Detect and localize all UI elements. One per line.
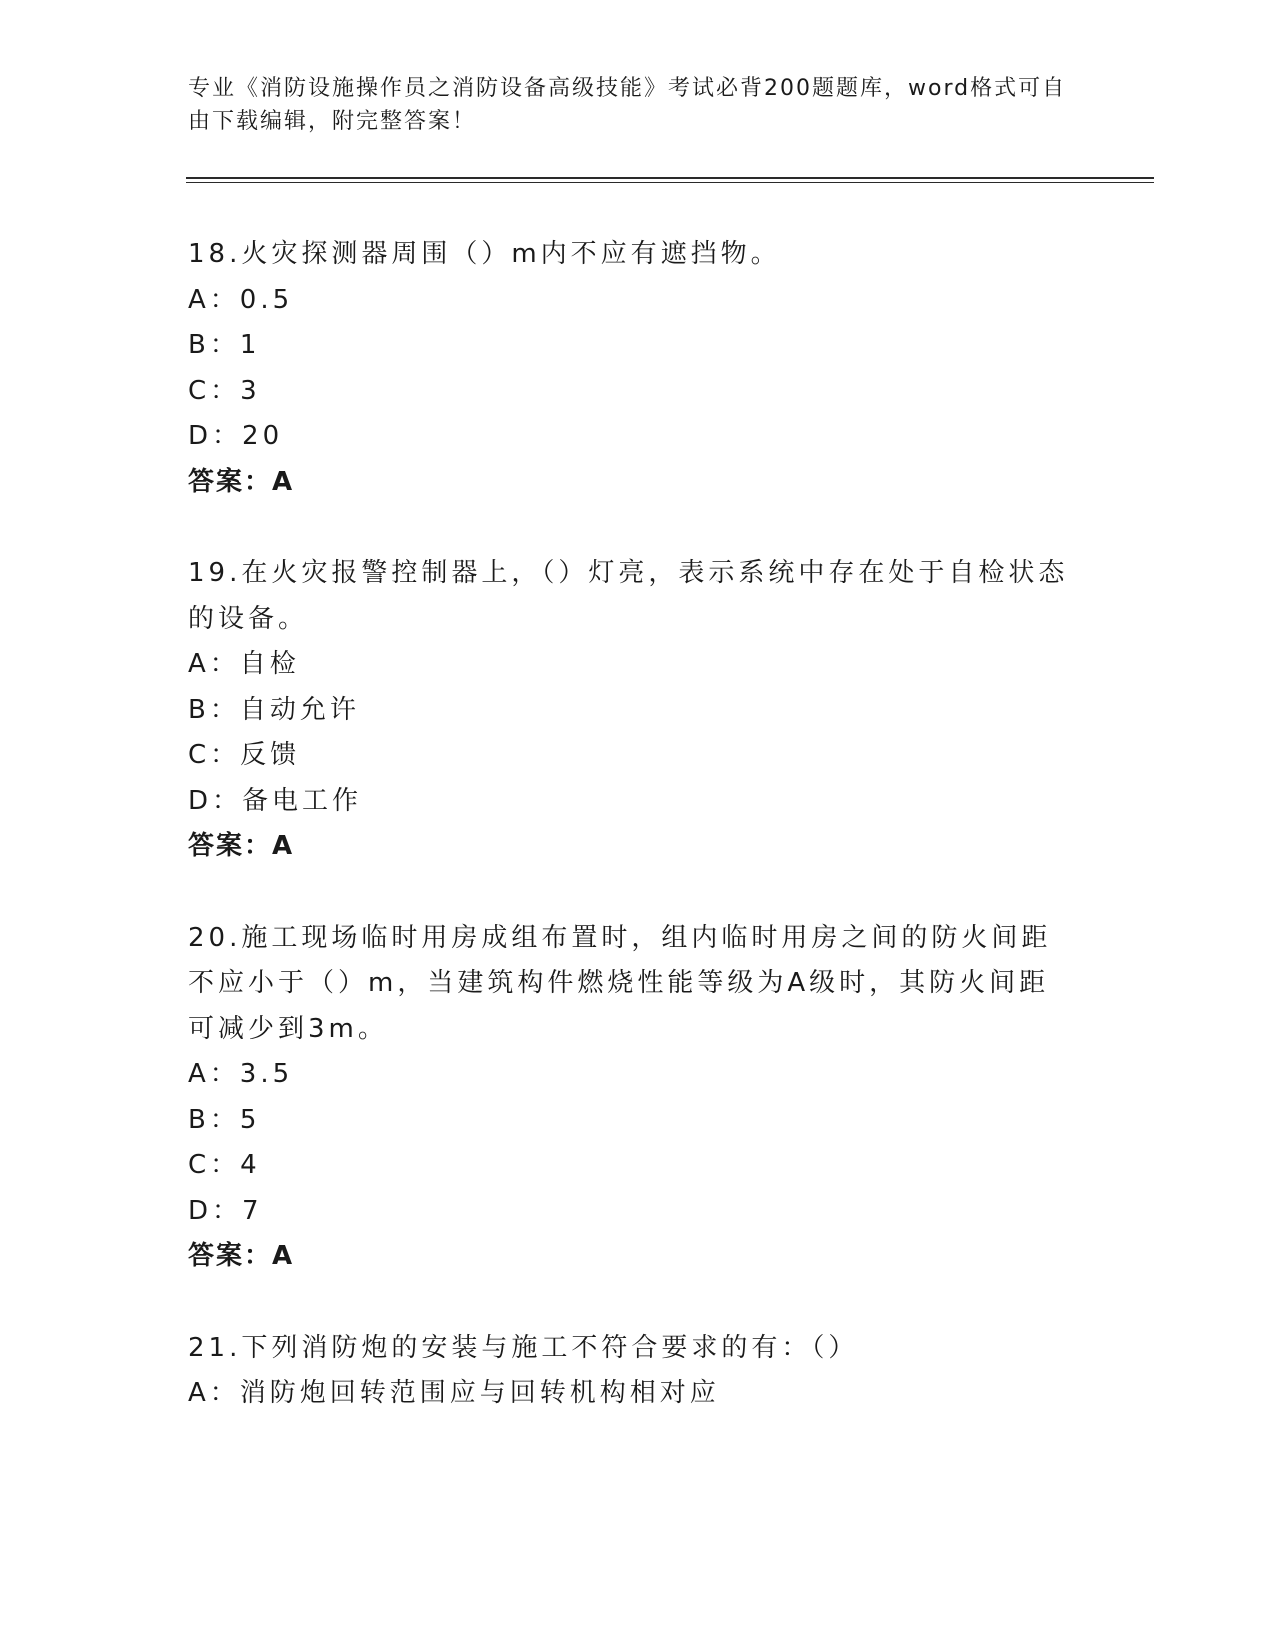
option-b: B：1 xyxy=(188,330,261,360)
option-a: A：0.5 xyxy=(188,284,294,315)
option-c: C：反馈 xyxy=(188,740,301,770)
option-d: D：7 xyxy=(188,1195,263,1226)
option-c: C：4 xyxy=(188,1150,261,1180)
option-d: D：20 xyxy=(188,421,284,451)
question-stem: 18.火灾探测器周围（）m内不应有遮挡物。 xyxy=(188,239,781,269)
option-c: C：3 xyxy=(188,375,261,406)
question-stem: 21.下列消防炮的安装与施工不符合要求的有：（） xyxy=(188,1332,859,1363)
answer: 答案：A xyxy=(188,1241,295,1271)
question-21 xyxy=(188,1326,1078,1417)
answer: 答案：A xyxy=(188,831,295,861)
answer: 答案：A xyxy=(188,466,295,497)
option-a: A：自检 xyxy=(188,649,300,679)
header-divider xyxy=(186,177,1154,179)
document-header: 专业《消防设施操作员之消防设备高级技能》考试必背200题题库，word格式可自由下载编辑，附完整答案！ xyxy=(188,76,1067,134)
option-b: B：5 xyxy=(188,1104,261,1135)
question-stem: 20.施工现场临时用房成组布置时，组内临时用房之间的防火间距不应小于（）m，当建筑构件燃烧性能等级为A级时，其防火间距可减少到3m。 xyxy=(188,922,1052,1044)
question-19 xyxy=(188,551,1078,870)
question-18 xyxy=(188,232,1078,505)
option-a: A：消防炮回转范围应与回转机构相对应 xyxy=(188,1378,720,1408)
option-a: A：3.5 xyxy=(188,1059,294,1089)
option-d: D：备电工作 xyxy=(188,785,363,816)
question-stem: 19.在火灾报警控制器上，（）灯亮，表示系统中存在处于自检状态的设备。 xyxy=(188,558,1069,634)
question-list xyxy=(188,232,1078,1463)
header-divider-secondary xyxy=(186,182,1154,183)
question-20 xyxy=(188,916,1078,1280)
option-b: B：自动允许 xyxy=(188,694,360,725)
